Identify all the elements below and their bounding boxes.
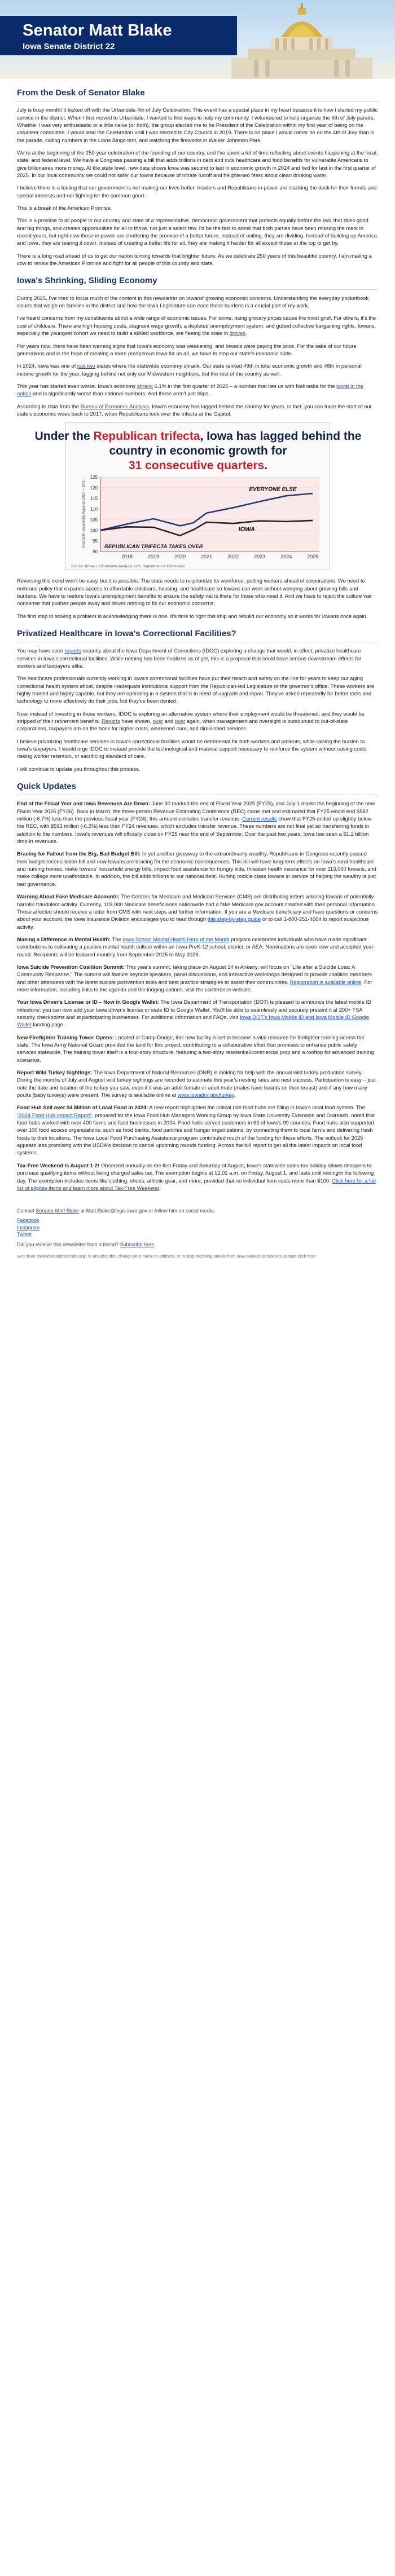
x-tick-label: 2025 — [307, 554, 319, 560]
section-heading: Iowa's Shrinking, Sliding Economy — [17, 275, 378, 289]
quick-update-text: . — [234, 1092, 236, 1099]
over-link[interactable]: over — [152, 718, 164, 725]
paragraph: I believe privatizing healthcare services in Iowa's correctional facilities would be detrimental for both workers and patients, while raising the burden to Iowa's taxpayers. I would urge IDOC to instead provide the technological and material support necessary to reinforce the system without raising costs, risking worker retention, or sacrificing standard of care. — [17, 738, 368, 760]
quick-update-link[interactable]: Current results — [242, 815, 277, 822]
quick-update-text: The Centers for Medicare and Medicaid Services (CMS) are distributing letters warning Iowans of potentially harmful fraudulent activity. Currently, 103,000 Medicare beneficiaries nationwide had a fake Medicare gov account created with their personal information. Those affected should receive a letter from CMS with next steps and further information. If you are a Medicare beneficiary and have questions or concerns about your account, the Iowa Insurance Division encourages you to read through — [17, 893, 378, 923]
chart-title-line-3: 31 consecutive quarters. — [128, 459, 268, 473]
x-tick-label: 2022 — [227, 554, 239, 560]
just-two-link[interactable]: just two — [77, 363, 95, 369]
contact-line: Contact Senator Matt Blake at Matt.Blake@legis.iowa.gov or follow him on social media. — [17, 1208, 216, 1214]
quick-update-text: A new report highlighted the critical role food hubs are filling in Iowa's local food system. The — [149, 1104, 365, 1111]
x-tick-label: 2023 — [254, 554, 266, 560]
section-heading: Privatized Healthcare in Iowa's Correctional Facilities? — [17, 628, 378, 642]
quick-update-text: . — [159, 1184, 161, 1191]
x-tick-label: 2018 — [121, 554, 133, 560]
paragraph: This is a break of the American Promise. — [17, 205, 112, 211]
quick-update-title: End of the Fiscal Year and Iowa Revenues Are Down: — [17, 800, 150, 807]
paragraph: During 2025, I've tried to focus much of the content in this newsletter on Iowans' growing economic concerns. Understanding the everyday pocketbook issues that weigh on families in the district and how the Iowa Legislature can ease those burdens is a crucial part of my work. — [17, 294, 369, 309]
chart-source: Source: Bureau of Economic Analysis, U.S. Department of Commerce — [71, 564, 185, 569]
quick-update-link[interactable]: Registration is available online — [289, 978, 362, 985]
paragraph: July is busy month! It kicked off with the Urbandale 4th of July Celebration. This event has a special place in my heart because it is how I started my public service in the district. When I first moved to Urbandale, I wanted to find ways to help my community. I volunteered to help organize the 4th of July parade. Whether I was very enthusiastic or a little naive (or both), the group elected me to be President of the Celebration within my first year of being on the volunteer committee. I would lead the Celebration until I was elected to City Council in 2019. There is no place I would rather be on the 4th of July than in the parade, calling numbers in the Lions Bingo tent, and watching the fireworks in Walker Johnston Park. — [17, 107, 378, 143]
paragraph: The first step to solving a problem is acknowledging there is one. It's time to right this ship and rebuild our economy so it works for Iowans once again. — [17, 612, 368, 619]
desk-section — [17, 87, 378, 267]
quick-update-title: Your Iowa Driver's License or ID – Now in Google Wallet: — [17, 999, 159, 1005]
forward-line: Did you receive this newsletter from a friend? Subscribe here — [17, 1242, 155, 1248]
newsletter-page — [0, 0, 395, 1274]
x-tick-label: 2019 — [148, 554, 160, 560]
quick-update-title: Bracing for Fallout from the Big, Bad Budget Bill: — [17, 850, 141, 857]
quick-update-link[interactable]: Iowa DOT's Iowa Mobile ID and Iowa Mobile ID Google Wallet — [17, 1013, 369, 1028]
quick-update-text: The — [112, 936, 121, 942]
paragraph: Reversing this trend won't be easy, but it is possible. The state needs to re-prioritize its workforce, putting workers ahead of corporations. We need to embrace policy that expands access to affordable childcare, housing, and healthcare so Iowans can work without worrying about growing bills and burdens. We have to restore Iowa's unemployment benefits to ensure the safety net is there for those who need it. And we have to reject the culture war nonsense that pushes people away and drives nothing to fix our economic concerns. — [17, 577, 372, 607]
quick-update-item — [17, 1162, 378, 1192]
quick-update-title: Warning About Fake Medicare Accounts: — [17, 893, 120, 900]
quick-update-text: Located at Camp Dodge, this new facility is set to become a vital resource for firefighter training across the state. The Iowa Army National Guard provided the land for this project, contributing to a collaborative effort that promises to enhance public safety services statewide. The training tower itself is a four-story structure, featuring a two-story residential/commercial prop and a rooftop for advanced training scenarios. — [17, 1034, 374, 1063]
quick-update-text: The Iowa Department of Transportation (DOT) is pleased to announce the latest mobile ID milestone: you can now add your Iowa driver's license or state ID to Google Wallet. You'll be able to seamlessly and securely present it at 200+ TSA security checkpoints and at participating businesses. For additional information and FAQs, visit — [17, 999, 371, 1020]
quick-update-link[interactable]: Click here for a full list of eligible items and learn more about Tax-Free Weekend — [17, 1177, 376, 1191]
quick-update-item — [17, 800, 378, 845]
quick-update-text: Observed annually on the first Friday and Saturday of August, Iowa's statewide sales-tax holiday allows shoppers to purchase qualifying items without being charged sales tax. The exemption begins at 12:01 a.m. on Friday, August 1, and lasts until midnight the following day. The exemption includes items like clothing, shoes, athletic gear, and more, provided that no individual item costs more than $100. — [17, 1162, 374, 1184]
quick-update-item — [17, 936, 378, 958]
quick-update-item — [17, 1069, 378, 1099]
quick-update-title: Tax-Free Weekend is August 1-2! — [17, 1162, 100, 1168]
y-tick-label: 110 — [90, 506, 98, 512]
economy-section — [17, 275, 378, 619]
header-title: Senator Matt Blake — [23, 21, 172, 39]
paragraph: You may have seen reports recently about the Iowa Department of Corrections (IDOC) exploring a change that would, in effect, privatize healthcare services in Iowa's correctional facilities. While nothing has been finalized as of yet, this is a proposal that could have serious downstream effects for workers and taxpayers alike. — [17, 647, 362, 669]
x-tick-label: 2020 — [174, 554, 186, 560]
subscribe-link[interactable]: Subscribe here — [120, 1242, 155, 1248]
bea-link[interactable]: Bureau of Economic Analysis — [80, 403, 149, 409]
quick-update-title: Food Hub Sell over $4 Million of Local Food in 2024: — [17, 1104, 148, 1111]
quick-update-text: . For more information, including links to the agenda and the lodging options, visit the conference website. — [17, 978, 372, 993]
chart-plot-area — [82, 475, 319, 559]
droves-link[interactable]: droves — [229, 330, 245, 337]
y-tick-label: 115 — [90, 496, 98, 501]
quick-update-title: Iowa Suicide Prevention Coalition Summit: — [17, 963, 125, 970]
quick-update-text: June 30 marked the end of Fiscal Year 2025 (FY25), and July 1 marks the beginning of the new Fiscal Year 2026 (FY26). Back in March, the three-person Revenue Estimating Conference (REC) came met and estimated that FY25 would end $582 million (-6.7%) less than the previous fiscal year (FY24); this amount excludes transfer revenue. — [17, 800, 375, 822]
y-tick-label: 120 — [90, 486, 98, 491]
x-tick-label: 2024 — [280, 554, 292, 560]
twitter-link[interactable]: Twitter — [17, 1232, 32, 1238]
quick-update-title: Making a Difference in Mental Health: — [17, 936, 111, 942]
quick-update-text: landing page. — [33, 1021, 65, 1028]
series-label-iowa: IOWA — [238, 526, 255, 533]
reports-link-2[interactable]: Reports — [102, 718, 120, 725]
paragraph: I will continue to update you throughout this process. — [17, 765, 141, 772]
capitol-dome-icon — [231, 3, 372, 79]
y-tick-label: 100 — [90, 528, 98, 533]
y-tick-label: 105 — [90, 517, 98, 523]
gdp-chart-svg — [34, 423, 362, 571]
paragraph: This is a promise to all people in our country and state of a representative, democratic government that protects equally before the law, that does good and big things, and creates opportunities for all to thrive, not just a select few. I'd be the first to admit that both parties have been missing the mark in recent years, but right now those in power are shattering the promise of a better future. Instead of uniting, they are dividing. Instead of building up America and Iowa, they are tearing it down. Instead of creating a better life for all, they are making it harder for all except those at the top to get by. — [17, 217, 377, 246]
quick-update-text: The Iowa Department of Natural Resources (DNR) is looking for help with the annual wild turkey production survey. During the months of July and August wild turkey sightings are recorded to estimate this year's nesting rates and nest success. Participation is easy – just note the date and location of the turkey you saw, even if it was an adult female or adult male (males have beards on their breast) and if any how many poults (baby turkeys) were present. The survey is available online at — [17, 1069, 376, 1099]
paragraph: According to data from the Bureau of Economic Analysis, Iowa's economy has lagged behind the country for years. In fact, you can trace the start of our state's economic woes back to 2017, when Republicans took over the trifecta at the Capitol. — [17, 403, 372, 417]
quick-update-link[interactable]: "2024 Food Hub Impact Report" — [17, 1111, 92, 1118]
paragraph: Now, instead of investing in those workers, IDOC is exploring an alternative system where their employment would be threatened, and they would be stripped of their retirement benefits. Reports have shown, over and over again, when management and oversight is outsourced to out-of-state corporations, taxpayers are on the hook for higher costs, weakened care, and diminished services. — [17, 710, 365, 732]
quick-update-link[interactable]: this step-by-step guide — [207, 916, 261, 923]
gdp-chart — [34, 422, 362, 570]
quick-update-item — [17, 1034, 378, 1064]
quick-update-title: New Firefighter Training Tower Opens: — [17, 1034, 114, 1040]
header-district: Iowa Senate District 22 — [23, 42, 115, 51]
instagram-link[interactable]: Instagram — [17, 1224, 40, 1230]
worst-in-nation-link[interactable]: worst in the nation — [17, 382, 364, 397]
quick-update-item — [17, 850, 378, 888]
quick-updates-list — [17, 800, 378, 1192]
quick-update-item — [17, 1104, 378, 1156]
quick-update-text: In yet another giveaway to the extraordinarily wealthy, Republicans in Congress recently passed their budget reconciliation bill and now Iowans are bracing for the economic consequences. This bill will have long-term effects on Iowa's rural healthcare and nursing homes, make Iowans' household energy bills, impact food assistance for hungry kids, threaten health insurance for over 113,000 Iowans, and make college more unaffordable. In addition, the bill adds trillions to our national debt. Hurting middle class Iowans in service of helping the wealthy is just bad governance. — [17, 850, 376, 887]
chart-title-line-2: country in economic growth for — [109, 444, 287, 458]
quick-update-item — [17, 998, 378, 1028]
senator-contact-link[interactable]: Senator Matt Blake — [36, 1208, 80, 1214]
reports-link[interactable]: reports — [64, 647, 81, 654]
quick-update-title: Report Wild Turkey Sightings: — [17, 1069, 93, 1076]
section-heading: From the Desk of Senator Blake — [17, 87, 378, 102]
y-tick-label: 125 — [90, 475, 98, 480]
chart-title-line-1: Under the Republican trifecta, Iowa has lagged behind the — [34, 430, 362, 443]
quick-update-text: program celebrates individuals who have made significant contributions to cultivating a positive mental health culture within an Iowa PreK-12 school, district, or AEA. Nominations are open now and accepted year-round. Recipients will be featured monthly from September 2025 to May 2026. — [17, 936, 375, 958]
quick-update-item — [17, 963, 378, 993]
fine-print: Sent from iowasenatedemocrats.org. To unsubscribe, change your name or address, or to stop receiving emails from Iowa Senate Democrats, please click here. — [17, 1254, 317, 1259]
quick-updates-section — [17, 780, 378, 1192]
paragraph: For years now, there have been warning signs that Iowa's economy was weakening, and Iowans were paying the price. For the sake of our future generations and in the hope of creating a more prosperous Iowa for us all, we have to stop our state's economic slide. — [17, 342, 357, 356]
x-tick-label: 2021 — [201, 554, 213, 560]
paragraph: There is a long road ahead of us to get our nation turning towards that brighter future. As we celebrate 250 years of this beautiful country, I am making a vow to renew the American Promise and fight for all people of this country and state. — [17, 252, 372, 267]
y-tick-label: 95 — [93, 539, 98, 544]
corrections-section — [17, 628, 378, 773]
y-tick-label: 90 — [93, 549, 98, 555]
paragraph: The healthcare professionals currently working in Iowa's correctional facilities have put their health and safety on the line for years to keep our aging correctional health system afloat, despite inadequate institutional support from the Republican-led Legislature or the governor's office. These workers are highly trained and highly capable, but they are operating in a system that is in need of upgrade and repair. They've asked repeatedly for better tools and technology to more effectively do their jobs, but they've been denied. — [17, 675, 375, 704]
trifecta-annotation: REPUBLICAN TRIFECTA TAKES OVER — [104, 544, 203, 550]
quick-update-text: show that FY25 ended up slightly below the REC, with $593 million (-6.2%) less than FY24 revenues, which excludes transfer revenue. These numbers are not final yet so transferring funds in addition to the numbers. Iowa's revenues will officially close on FY25 near the end of September. Over the past two years, Iowa has seen a $1.2 billion drop in revenues. — [17, 815, 372, 845]
newsletter-header — [0, 0, 395, 79]
quick-update-text: This year's summit, taking place on August 14 in Ankeny, will focus on "Life after a Suicide Loss: A Community Response." The summit will feature keynote speakers, panel discussions, and interactive workshops designed to provide coalition members and other attendees with the latest suicide postvention tools and best practice strategies to assist their communities. — [17, 963, 372, 985]
paragraph: In 2024, Iowa was one of just two states where the statewide economy shrank. Our state ranked 49th in total economic growth and 48th in personal income growth for the year, lagging behind not only our Midwestern neighbors, but the rest of the country as well. — [17, 363, 362, 377]
y-axis-label: Real GDP, Seasonally Adjusted (2017 = 100) — [82, 480, 86, 548]
facebook-link[interactable]: Facebook — [17, 1217, 40, 1223]
over-link-2[interactable]: over — [174, 718, 186, 725]
quick-update-item — [17, 893, 378, 930]
newsletter-footer — [0, 1205, 395, 1273]
series-label-everyone-else: EVERYONE ELSE — [249, 486, 297, 493]
quick-update-link[interactable]: www.iowadnr.gov/turkey — [177, 1092, 234, 1099]
paragraph: I've heard concerns from my constituents about a wide range of economic issues. For some, rising grocery prices cause the most grief. For others, it's the cost of childcare. There are high housing costs, stagnant wage growth, a depleted unemployment system, and gutted collective bargaining rights. Iowans, especially the youngest cohort we need to build a skilled workforce, are fleeing the state in droves. — [17, 315, 376, 337]
paragraph: I believe there is a feeling that our government is not making our lives better. Insiders and Republicans in power are stacking the deck for their friends and special interests and not fighting for the common good. — [17, 184, 377, 199]
social-links — [17, 1217, 378, 1238]
section-heading: Quick Updates — [17, 780, 378, 795]
quick-update-link[interactable]: Iowa School Mental Health Hero of the Month — [122, 936, 230, 942]
quick-update-text: , prepared for the Iowa Food Hub Managers Working Group by Iowa State University Extension and Outreach, noted that food hubs worked with over 400 farms and food businesses in 2024. Food hubs served customers in 63 of Iowa's 99 counties. Food hubs also supported over 100 food access organizations, such as food banks, food pantries and hunger organizations, by connecting them to local farms and delivering fresh foods to their locations. The Iowa Local Food Purchasing Assistance program contributed much of the funding for these efforts. The outlook for 2025 appears less promising with the USDA's decision to cancel upcoming rounds funding. Across the full report to get all the latest impacts on local food systems. — [17, 1111, 375, 1156]
newsletter-content — [0, 79, 395, 1205]
shrank-link[interactable]: shrank — [137, 382, 153, 389]
quick-update-text: or to call 1-800-351-4664 to report suspicious activity. — [17, 916, 369, 930]
paragraph: We're at the beginning of the 250-year celebration of the founding of our country, and I've spent a lot of time reflecting about events happening at the local, state, and federal level. We have a Congress passing a bill that adds trillions in debt and cuts healthcare and food benefits for vulnerable Americans to give billionaires more money. At the state level, new data shows Iowa was second to last in economic growth in 2024 and tied for last in the first quarter of 2025. In our local community we could not safer our towns because of nitrate runoff and heightened fears about clean drinking water. — [17, 149, 378, 179]
paragraph: This year has started even worse. Iowa's economy shrank 6.1% in the first quarter of 2025 – a number that ties us with Nebraska for the worst in the nation and is significantly worse than national numbers. And these aren't just blips. — [17, 382, 364, 397]
